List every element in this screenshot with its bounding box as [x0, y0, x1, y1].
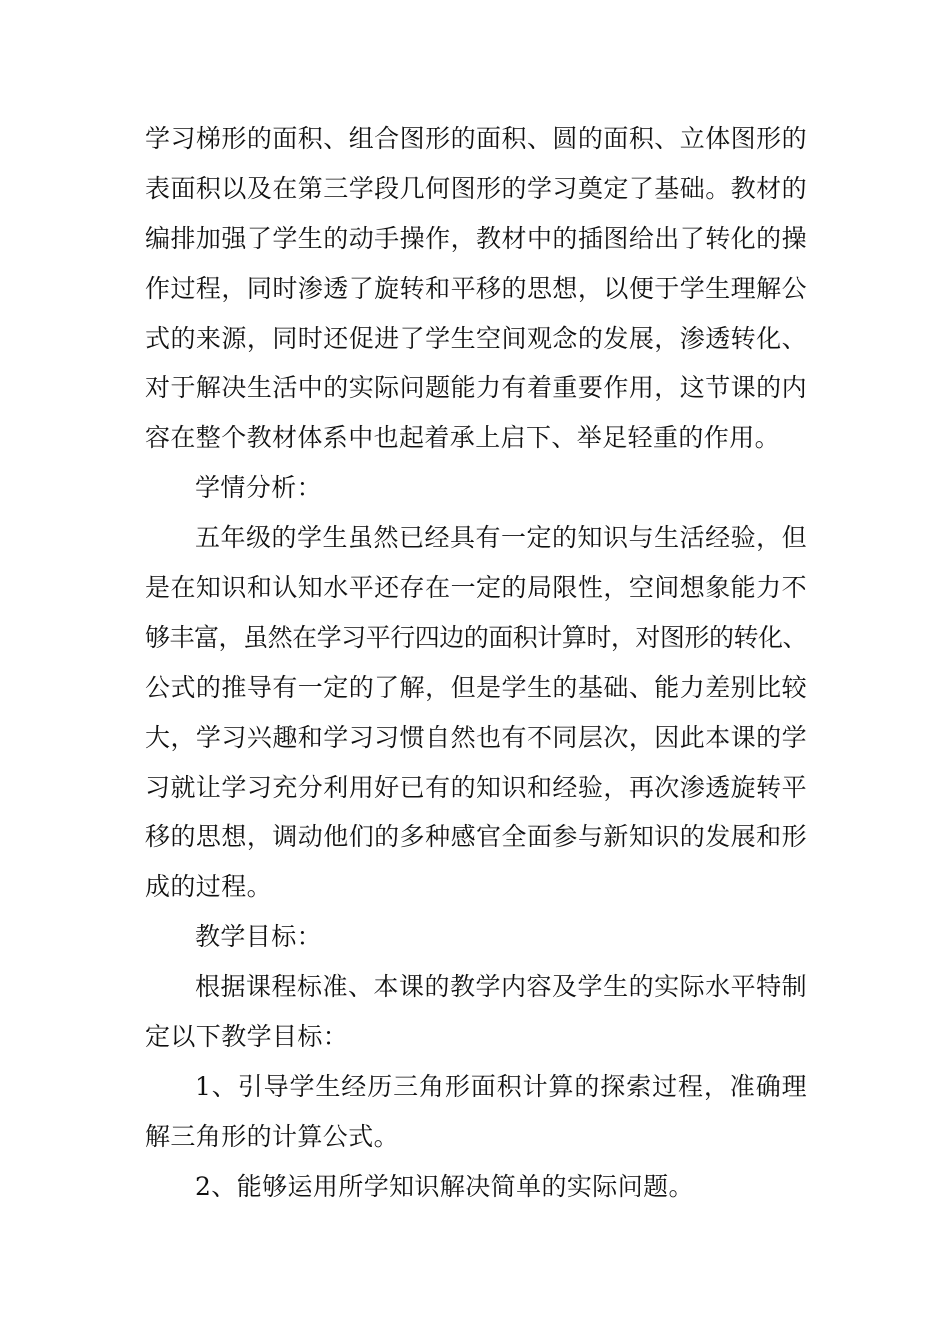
text-line: [145, 563, 807, 613]
text-line: [145, 713, 807, 763]
text-line-content: 表面积以及在第三学段几何图形的学习奠定了基础。教材的: [145, 173, 807, 203]
text-line: [145, 613, 807, 663]
text-line: 教学目标：: [195, 922, 323, 952]
text-line-content: 移的思想，调动他们的多种感官全面参与新知识的发展和形: [145, 822, 807, 852]
text-line-content: 够丰富，虽然在学习平行四边的面积计算时，对图形的转化、: [145, 622, 807, 652]
text-line: [145, 164, 807, 214]
text-line-content: 是在知识和认知水平还存在一定的局限性，空间想象能力不: [145, 573, 807, 603]
text-line: [145, 513, 807, 563]
text-line: [145, 763, 807, 813]
text-line: 学情分析：: [195, 473, 323, 503]
text-line: 2、能够运用所学知识解决简单的实际问题。: [195, 1171, 694, 1201]
text-line-content: 公式的推导有一定的了解，但是学生的基础、能力差别比较: [145, 672, 807, 702]
text-line: 定以下教学目标：: [145, 1022, 349, 1052]
text-line-content: 编排加强了学生的动手操作，教材中的插图给出了转化的操: [145, 223, 807, 253]
text-line: [145, 214, 807, 264]
text-line: [145, 663, 807, 713]
text-line-content: 1、引导学生经历三角形面积计算的探索过程，准确理: [195, 1071, 807, 1101]
text-line-content: 习就让学习充分利用好已有的知识和经验，再次渗透旋转平: [145, 772, 807, 802]
text-line: [145, 962, 807, 1012]
text-line: 成的过程。: [145, 872, 273, 902]
text-line-content: 对于解决生活中的实际问题能力有着重要作用，这节课的内: [145, 373, 807, 403]
text-line: 容在整个教材体系中也起着承上启下、举足轻重的作用。: [145, 423, 781, 453]
text-line-content: 根据课程标准、本课的教学内容及学生的实际水平特制: [195, 972, 807, 1002]
text-line: [145, 264, 807, 314]
text-line: [145, 1062, 807, 1112]
text-line-content: 学习梯形的面积、组合图形的面积、圆的面积、立体图形的: [145, 124, 807, 153]
text-line-content: 作过程，同时渗透了旋转和平移的思想，以便于学生理解公: [145, 273, 807, 303]
text-line: [145, 812, 807, 862]
text-line: [145, 314, 807, 364]
text-line-content: 大，学习兴趣和学习习惯自然也有不同层次，因此本课的学: [145, 722, 807, 752]
text-line: [145, 363, 807, 413]
text-line-content: 五年级的学生虽然已经具有一定的知识与生活经验，但: [195, 523, 807, 553]
document-body: [145, 114, 807, 1212]
text-line: 解三角形的计算公式。: [145, 1121, 400, 1151]
text-line-content: 式的来源，同时还促进了学生空间观念的发展，渗透转化、: [145, 323, 807, 353]
text-line: [145, 114, 807, 164]
